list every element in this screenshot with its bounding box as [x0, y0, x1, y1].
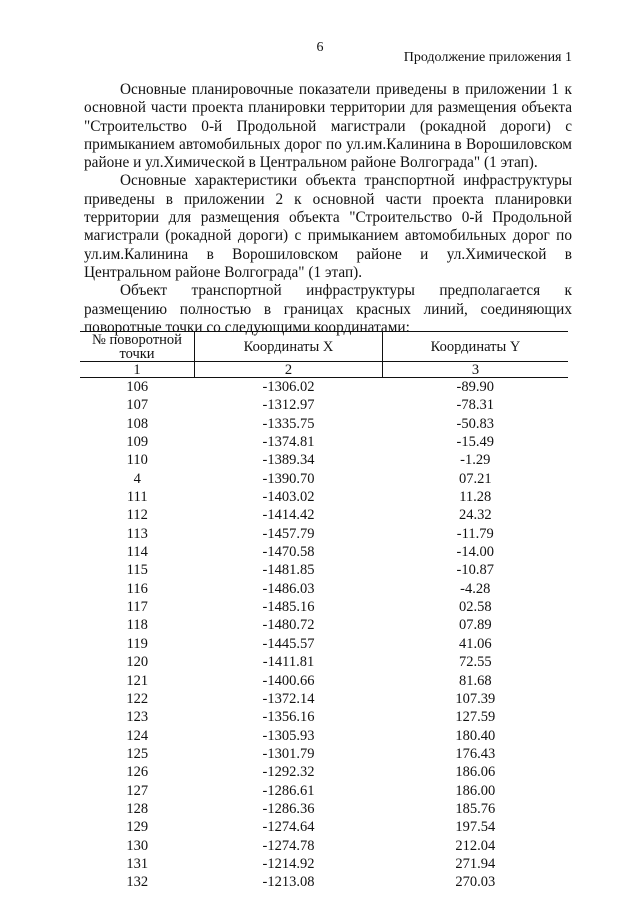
- cell-coordinate-y: -4.28: [460, 580, 491, 597]
- cell-coordinate-x: -1301.79: [262, 745, 315, 762]
- table-row: [80, 396, 568, 414]
- table-row: [80, 818, 568, 836]
- table-row: [80, 745, 568, 763]
- table-row: [80, 800, 568, 818]
- cell-coordinate-x: -1356.16: [262, 709, 315, 726]
- cell-point-number: 128: [126, 800, 149, 817]
- table-row: [80, 708, 568, 726]
- cell-coordinate-x: -1286.36: [262, 800, 315, 817]
- cell-coordinate-y: 212.04: [455, 837, 496, 854]
- cell-coordinate-x: -1486.03: [262, 580, 315, 597]
- table-row: [80, 543, 568, 561]
- table-row: [80, 616, 568, 634]
- cell-coordinate-x: -1414.42: [262, 507, 315, 524]
- coordinates-table: [80, 331, 568, 892]
- cell-point-number: 124: [126, 727, 149, 744]
- cell-point-number: 111: [126, 489, 148, 506]
- cell-coordinate-x: -1481.85: [262, 562, 315, 579]
- cell-coordinate-y: 107.39: [455, 690, 496, 707]
- table-row: [80, 525, 568, 543]
- column-number-1: 1: [80, 362, 195, 378]
- cell-point-number: 121: [126, 672, 149, 689]
- table-row: [80, 580, 568, 598]
- continuation-label: Продолжение приложения 1: [403, 50, 572, 65]
- table-row: [80, 506, 568, 524]
- cell-coordinate-x: -1470.58: [262, 544, 315, 561]
- cell-coordinate-y: 186.00: [455, 782, 496, 799]
- cell-point-number: 108: [126, 415, 149, 432]
- cell-coordinate-y: -78.31: [456, 397, 494, 414]
- cell-coordinate-y: 02.58: [458, 599, 492, 616]
- cell-coordinate-y: 271.94: [455, 855, 496, 872]
- cell-point-number: 132: [126, 874, 149, 891]
- table-row: [80, 837, 568, 855]
- table-row: [80, 690, 568, 708]
- cell-coordinate-y: 72.55: [458, 654, 492, 671]
- paragraph-red-lines: Объект транспортной инфраструктуры предполагается к размещению полностью в границах красных линий, соединяющих поворотные точки со следующими координатами:: [84, 282, 572, 336]
- table-row: [80, 488, 568, 506]
- column-number-2: 2: [195, 362, 383, 378]
- cell-coordinate-x: -1485.16: [262, 599, 315, 616]
- table-row: [80, 763, 568, 781]
- cell-point-number: 106: [126, 379, 149, 395]
- cell-coordinate-x: -1274.78: [262, 837, 315, 854]
- cell-point-number: 130: [126, 837, 149, 854]
- cell-coordinate-y: -15.49: [456, 434, 494, 451]
- cell-point-number: 113: [126, 525, 148, 542]
- table-row: [80, 653, 568, 671]
- paragraph-planning-indicators: Основные планировочные показатели приведены в приложении 1 к основной части проекта планировки территории для размещения объекта "Строительство 0-й Продольной магистрали (рокадной дороги) с примыканием автомобильных дорог по ул.им.Калинина в Ворошиловском районе и ул.Химической в Центральном районе Волгограда" (1 этап).: [84, 81, 572, 172]
- body-text: [84, 81, 572, 337]
- cell-coordinate-x: -1213.08: [262, 874, 315, 891]
- cell-coordinate-x: -1372.14: [262, 690, 315, 707]
- cell-coordinate-x: -1306.02: [262, 379, 315, 395]
- table-header: [80, 332, 568, 378]
- table-row: [80, 415, 568, 433]
- cell-coordinate-y: 11.28: [459, 489, 492, 506]
- cell-coordinate-y: 24.32: [458, 507, 492, 524]
- cell-coordinate-y: 180.40: [455, 727, 496, 744]
- paragraph-object-characteristics: Основные характеристики объекта транспортной инфраструктуры приведены в приложении 2 к основной части проекта планировки территории для размещения объекта "Строительство 0-й Продольной магистрали (рокадной дороги) с примыканием автомобильных дорог по ул.им.Калинина в Ворошиловском районе и ул.Химической в Центральном районе Волгограда" (1 этап).: [84, 172, 572, 281]
- table-row: [80, 782, 568, 800]
- cell-coordinate-y: 185.76: [455, 800, 496, 817]
- header-coordinate-x: Координаты X: [195, 332, 383, 362]
- table-row: [80, 561, 568, 579]
- cell-point-number: 118: [126, 617, 148, 634]
- cell-coordinate-x: -1411.81: [262, 654, 315, 671]
- cell-coordinate-x: -1286.61: [262, 782, 315, 799]
- cell-coordinate-y: -11.79: [456, 525, 494, 542]
- cell-coordinate-x: -1274.64: [262, 819, 315, 836]
- cell-coordinate-x: -1312.97: [262, 397, 315, 414]
- cell-coordinate-x: -1445.57: [262, 635, 315, 652]
- cell-point-number: 123: [126, 709, 149, 726]
- cell-point-number: 109: [126, 434, 149, 451]
- cell-coordinate-y: -89.90: [456, 379, 494, 395]
- cell-coordinate-y: 270.03: [455, 874, 496, 891]
- cell-coordinate-x: -1305.93: [262, 727, 315, 744]
- cell-point-number: 125: [126, 745, 149, 762]
- cell-coordinate-x: -1457.79: [262, 525, 315, 542]
- cell-point-number: 4: [133, 470, 141, 487]
- cell-coordinate-x: -1389.34: [262, 452, 315, 469]
- table-row: [80, 635, 568, 653]
- table-row: [80, 727, 568, 745]
- page-number: 6: [316, 40, 324, 55]
- table-row: [80, 598, 568, 616]
- cell-point-number: 122: [126, 690, 149, 707]
- cell-coordinate-y: 07.89: [458, 617, 492, 634]
- cell-coordinate-x: -1390.70: [262, 470, 315, 487]
- cell-coordinate-y: 176.43: [455, 745, 496, 762]
- table-row: [80, 451, 568, 469]
- table-body: [80, 378, 568, 892]
- cell-coordinate-x: -1403.02: [262, 489, 315, 506]
- table-row: [80, 855, 568, 873]
- cell-coordinate-x: -1292.32: [262, 764, 315, 781]
- table-row: [80, 378, 568, 397]
- cell-point-number: 120: [126, 654, 149, 671]
- cell-coordinate-y: -50.83: [456, 415, 494, 432]
- cell-point-number: 107: [126, 397, 149, 414]
- cell-point-number: 126: [126, 764, 149, 781]
- cell-coordinate-y: 127.59: [455, 709, 496, 726]
- cell-point-number: 112: [126, 507, 148, 524]
- cell-coordinate-y: 07.21: [458, 470, 492, 487]
- table-row: [80, 470, 568, 488]
- cell-coordinate-x: -1400.66: [262, 672, 315, 689]
- cell-coordinate-x: -1480.72: [262, 617, 315, 634]
- table-row: [80, 672, 568, 690]
- cell-point-number: 114: [126, 544, 148, 561]
- cell-point-number: 127: [126, 782, 149, 799]
- cell-coordinate-y: 81.68: [458, 672, 492, 689]
- header-coordinate-y: Координаты Y: [383, 332, 569, 362]
- cell-coordinate-y: -1.29: [460, 452, 491, 469]
- cell-point-number: 116: [126, 580, 148, 597]
- cell-point-number: 131: [126, 855, 149, 872]
- cell-coordinate-x: -1214.92: [262, 855, 315, 872]
- cell-point-number: 119: [126, 635, 148, 652]
- header-point-number: № поворотной точки: [80, 332, 195, 362]
- cell-coordinate-y: -14.00: [456, 544, 494, 561]
- cell-point-number: 129: [126, 819, 149, 836]
- cell-coordinate-y: -10.87: [456, 562, 494, 579]
- table-row: [80, 873, 568, 891]
- column-number-3: 3: [383, 362, 569, 378]
- cell-point-number: 110: [126, 452, 148, 469]
- cell-coordinate-x: -1335.75: [262, 415, 315, 432]
- cell-coordinate-y: 197.54: [455, 819, 496, 836]
- cell-coordinate-y: 186.06: [455, 764, 496, 781]
- cell-coordinate-x: -1374.81: [262, 434, 315, 451]
- cell-point-number: 117: [126, 599, 148, 616]
- cell-coordinate-y: 41.06: [458, 635, 492, 652]
- cell-point-number: 115: [126, 562, 148, 579]
- table-row: [80, 433, 568, 451]
